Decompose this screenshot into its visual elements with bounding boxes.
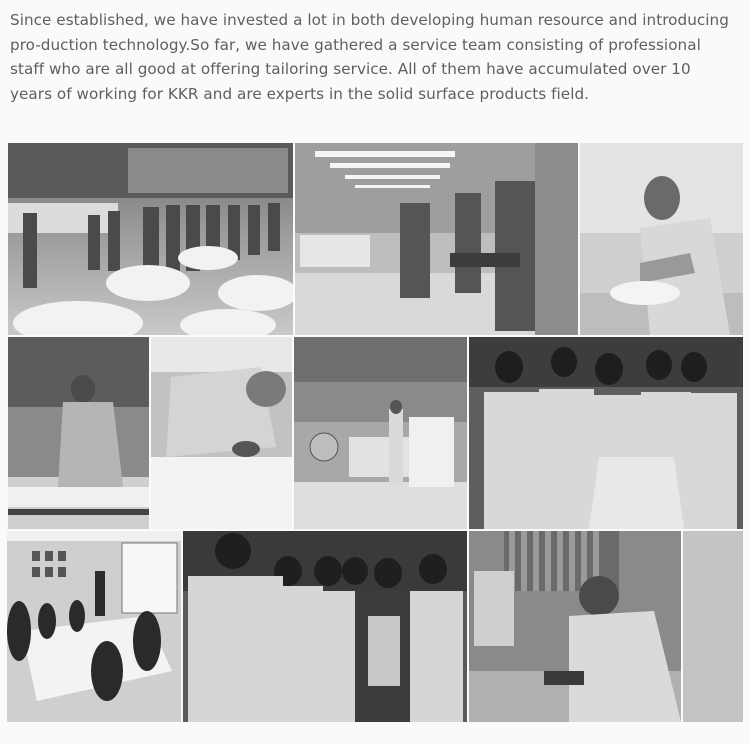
photo-factory-workstations xyxy=(295,143,578,335)
photo-worker-grinding xyxy=(580,143,743,335)
photo-worker-drilling xyxy=(469,531,681,722)
photo-worker-at-bench xyxy=(8,337,149,529)
photo-worker-sanding xyxy=(151,337,292,529)
intro-paragraph: Since established, we have invested a lot in both developing human resource and introducing pro-duction technology.So far, we have gathered a service team consisting of professional staff who are all good at offering tailoring service. All of them have accumulated over 10 years of working for KKR and are experts in the solid surface products field. xyxy=(10,11,729,103)
photo-factory-workers-lineup xyxy=(8,143,293,335)
blank-placeholder-tile xyxy=(683,531,743,722)
photo-meeting-room xyxy=(7,531,181,722)
photo-cnc-workshop xyxy=(294,337,467,529)
photo-smiling-workers-group xyxy=(183,531,467,722)
photo-female-staff-group xyxy=(469,337,743,529)
